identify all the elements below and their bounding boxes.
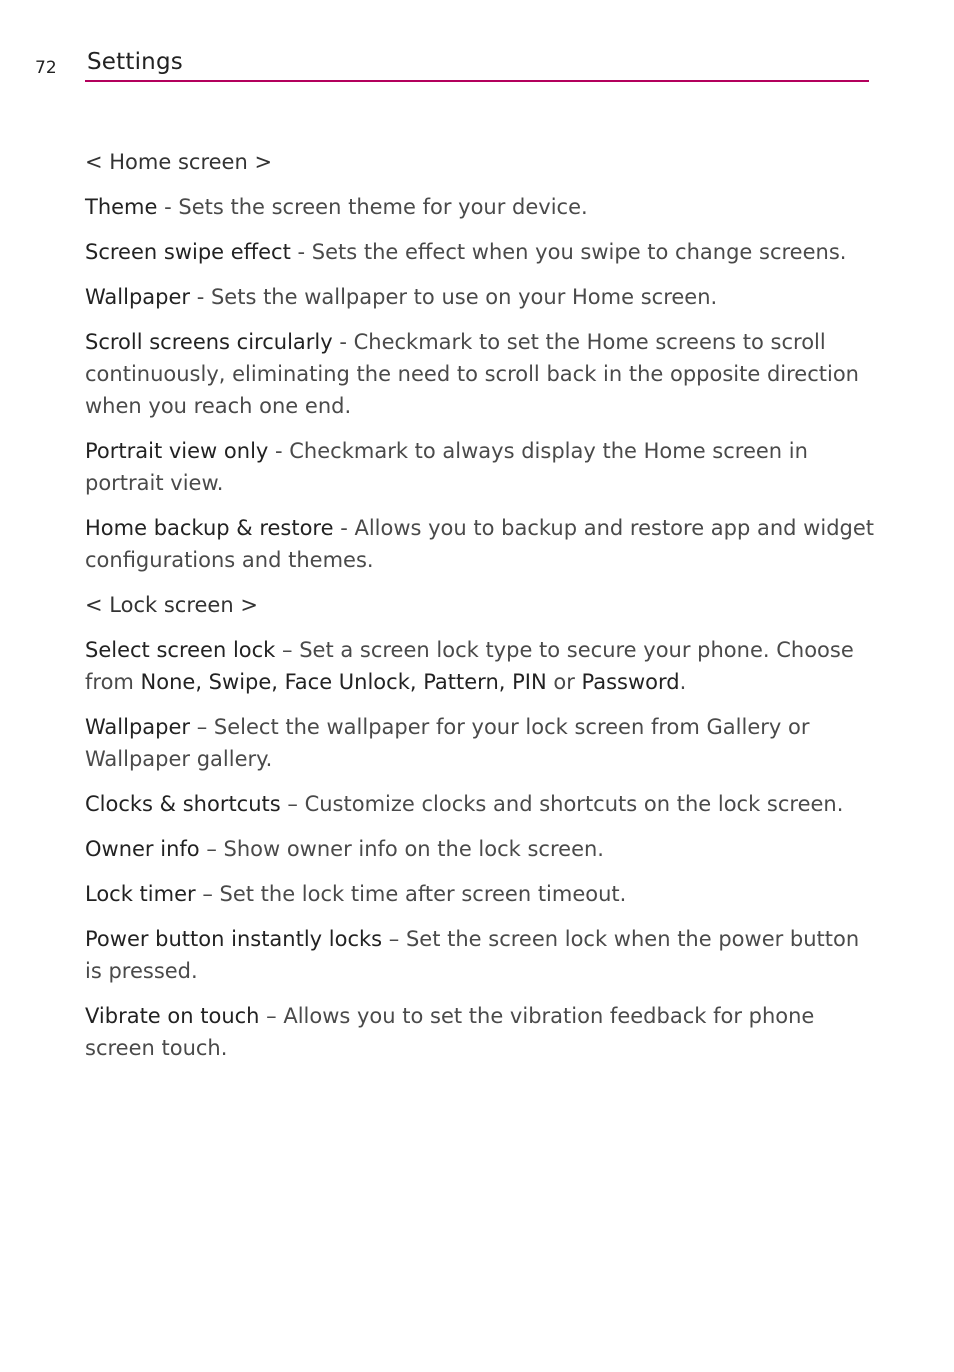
setting-theme (85, 191, 875, 223)
setting-term: Scroll screens circularly (85, 330, 333, 354)
setting-description: – Set the screen lock when the power button is pressed. (85, 927, 860, 983)
setting-screen-swipe-effect (85, 236, 875, 268)
setting-owner-info (85, 833, 875, 865)
setting-description-connector: or (546, 670, 582, 694)
setting-select-screen-lock (85, 634, 875, 698)
setting-description: – Select the wallpaper for your lock screen from Gallery or Wallpaper gallery. (85, 715, 810, 771)
setting-term: Owner info (85, 837, 200, 861)
setting-lock-timer (85, 878, 875, 910)
lock-screen-heading: < Lock screen > (85, 593, 258, 617)
setting-term: Screen swipe effect (85, 240, 291, 264)
section-title: Settings (87, 49, 183, 75)
setting-clocks-shortcuts (85, 788, 875, 820)
setting-term: Select screen lock (85, 638, 276, 662)
lock-type-options: None, Swipe, Face Unlock, Pattern, PIN (140, 670, 547, 694)
setting-home-wallpaper (85, 281, 875, 313)
setting-term: Power button instantly locks (85, 927, 383, 951)
setting-term: Theme (85, 195, 158, 219)
setting-term: Vibrate on touch (85, 1004, 260, 1028)
setting-description: - Sets the screen theme for your device. (157, 195, 588, 219)
setting-home-backup-restore (85, 512, 875, 576)
home-screen-heading: < Home screen > (85, 150, 273, 174)
setting-description: – Customize clocks and shortcuts on the lock screen. (280, 792, 844, 816)
page-number: 72 (35, 58, 57, 78)
setting-vibrate-on-touch (85, 1000, 875, 1064)
setting-description: - Checkmark to always display the Home screen in portrait view. (85, 439, 808, 495)
setting-term: Clocks & shortcuts (85, 792, 281, 816)
setting-description: – Set a screen lock type to secure your phone. Choose from (85, 638, 854, 694)
setting-term: Wallpaper (85, 285, 191, 309)
setting-term: Lock timer (85, 882, 196, 906)
lock-type-password: Password (581, 670, 680, 694)
settings-content (85, 146, 875, 1077)
setting-portrait-view-only (85, 435, 875, 499)
setting-description: – Set the lock time after screen timeout. (195, 882, 627, 906)
setting-lock-wallpaper (85, 711, 875, 775)
setting-description: - Allows you to backup and restore app and widget configurations and themes. (85, 516, 875, 572)
setting-term: Portrait view only (85, 439, 269, 463)
setting-term: Home backup & restore (85, 516, 334, 540)
setting-term: Wallpaper (85, 715, 191, 739)
setting-description: - Sets the effect when you swipe to change screens. (290, 240, 847, 264)
setting-description: - Checkmark to set the Home screens to scroll continuously, eliminating the need to scroll back in the opposite direction when you reach one end. (85, 330, 859, 418)
setting-scroll-screens-circularly (85, 326, 875, 422)
header-rule (85, 80, 869, 82)
setting-power-button-instantly-locks (85, 923, 875, 987)
setting-description: - Sets the wallpaper to use on your Home screen. (190, 285, 718, 309)
setting-description-end: . (679, 670, 687, 694)
setting-description: – Allows you to set the vibration feedback for phone screen touch. (85, 1004, 815, 1060)
setting-description: – Show owner info on the lock screen. (199, 837, 604, 861)
